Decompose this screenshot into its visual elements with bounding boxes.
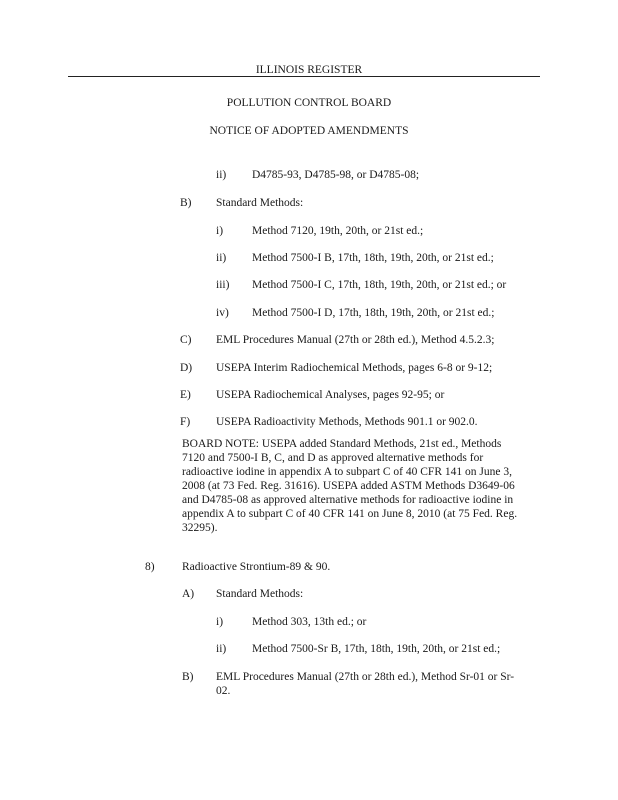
item-text: EML Procedures Manual (27th or 28th ed.), Method 4.5.2.3; — [216, 334, 495, 346]
item-text: Method 7500-I B, 17th, 18th, 19th, 20th, or 21st ed.; — [252, 252, 494, 264]
item-text: Method 7120, 19th, 20th, or 21st ed.; — [252, 225, 424, 237]
item-text: Method 7500-Sr B, 17th, 18th, 19th, 20th, or 21st ed.; — [252, 643, 501, 655]
item-label: B) — [180, 197, 192, 209]
board-note — [182, 437, 542, 535]
board-note-line: radioactive iodine in appendix A to subpart C of 40 CFR 141 on June 3, — [182, 466, 512, 478]
item-text: USEPA Radiochemical Analyses, pages 92-95; or — [216, 389, 445, 401]
item-label: B) — [182, 671, 194, 683]
item-label: F) — [180, 416, 191, 428]
item-label: A) — [182, 588, 195, 600]
item-text: Method 7500-I D, 17th, 18th, 19th, 20th, or 21st ed.; — [252, 307, 495, 319]
item-text-continued: 02. — [216, 685, 231, 697]
item-label: E) — [180, 389, 191, 401]
register-title: ILLINOIS REGISTER — [255, 64, 363, 76]
item-text: Standard Methods: — [216, 588, 304, 600]
item-text: EML Procedures Manual (27th or 28th ed.), Method Sr-01 or Sr- — [216, 671, 515, 683]
item-text: Standard Methods: — [216, 197, 304, 209]
board-note-line: 2008 (at 73 Fed. Reg. 31616). USEPA added ASTM Methods D3649-06 — [182, 480, 515, 492]
board-note-line: appendix A to subpart C of 40 CFR 141 on June 8, 2010 (at 75 Fed. Reg. — [182, 508, 518, 520]
item-label: i) — [216, 225, 224, 237]
board-note-line: BOARD NOTE: USEPA added Standard Methods, 21st ed., Methods — [182, 438, 502, 450]
board-note-line: 7120 and 7500-I B, C, and D as approved alternative methods for — [182, 452, 484, 464]
item-text: D4785-93, D4785-98, or D4785-08; — [252, 169, 420, 181]
section-label: 8) — [145, 561, 155, 573]
item-text: Method 303, 13th ed.; or — [252, 616, 367, 628]
item-text: USEPA Interim Radiochemical Methods, pages 6-8 or 9-12; — [216, 362, 493, 374]
item-label: ii) — [216, 643, 227, 655]
item-text: USEPA Radioactivity Methods, Methods 901.1 or 902.0. — [216, 416, 478, 428]
item-label: ii) — [216, 169, 227, 181]
item-label: iii) — [216, 279, 230, 291]
item-label: C) — [180, 334, 192, 346]
section-heading: Radioactive Strontium-89 & 90. — [182, 561, 331, 573]
item-label: i) — [216, 616, 224, 628]
notice-title: NOTICE OF ADOPTED AMENDMENTS — [209, 125, 409, 137]
board-note-line: and D4785-08 as approved alternative methods for radioactive iodine in — [182, 494, 514, 506]
item-label: D) — [180, 362, 193, 374]
item-label: ii) — [216, 252, 227, 264]
item-label: iv) — [216, 307, 229, 319]
board-note-line: 32295). — [182, 522, 218, 534]
board-title: POLLUTION CONTROL BOARD — [226, 97, 392, 109]
item-text: Method 7500-I C, 17th, 18th, 19th, 20th, or 21st ed.; or — [252, 279, 507, 291]
